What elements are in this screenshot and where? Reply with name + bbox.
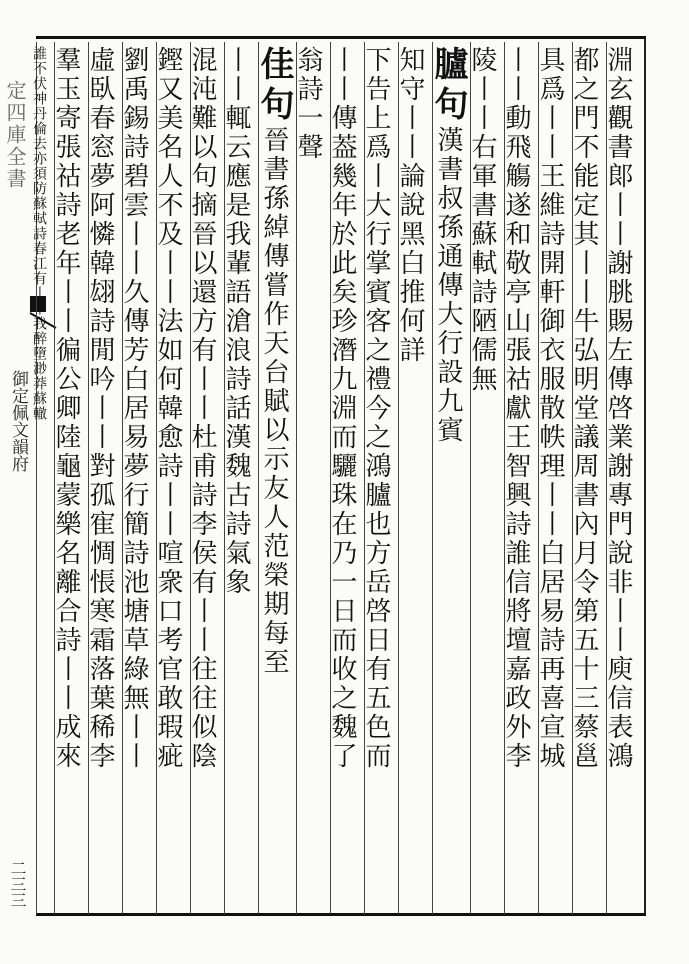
column-text: 誰不伏神丹倫去亦須防蘇軾詩春江有丨丨我醉墮渺莽蘇轍	[31, 46, 47, 421]
text-column-4	[501, 42, 538, 914]
text-column-18	[31, 42, 54, 914]
column-text: 漢書叔孫通傳大行設九賓	[433, 126, 463, 445]
column-text: 丨丨動飛觴遂和敬亭山張祜獻王智興詩誰信將壇嘉政外李	[501, 46, 531, 771]
column-text: 丨丨傳葢幾年於此矣珍潛九淵而驪珠在乃一日而收之魏了	[327, 46, 357, 771]
text-column-9	[327, 42, 364, 914]
text-column-12	[221, 42, 258, 914]
column-text: 下告上爲丨大行掌賓客之禮今之鴻臚也方岳啓日有五色而	[361, 46, 391, 771]
page-number: 二三三	[8, 860, 27, 908]
column-text: 知守丨丨論說黑白推何詳	[395, 46, 425, 365]
column-text: 虛臥春窓夢阿憐韓翃詩閒吟丨丨對孤寉惆悵寒霜落葉稀李	[85, 46, 115, 771]
book-title: 御定佩文韻府	[8, 370, 28, 472]
text-column-7	[395, 42, 432, 914]
text-column-2	[569, 42, 606, 914]
text-column-15	[119, 42, 156, 914]
text-column-8	[361, 42, 398, 914]
book-series-title: 定四庫全書	[3, 80, 27, 190]
column-text: 混沌難以句摘晉以還方有丨丨杜甫詩李侯有丨丨往往似陰	[187, 46, 217, 771]
text-column-6	[428, 42, 470, 914]
column-text: 淵玄觀書郞丨丨謝朓賜左傳啓業謝專門說非丨丨庾信表鴻	[603, 46, 633, 771]
text-column-14	[153, 42, 190, 914]
column-text: 鏗又美名人不及丨丨法如何韓愈詩丨丨喧衆口考官敢瑕疵	[153, 46, 183, 771]
text-column-16	[85, 42, 122, 914]
text-column-3	[535, 42, 572, 914]
column-text: 翁詩一聲	[293, 46, 323, 162]
headword: 佳句	[254, 46, 294, 126]
column-text: 晉書孫綽傳嘗作天台賦以示友人范榮期每至	[259, 126, 289, 677]
text-column-11	[254, 42, 296, 914]
column-text: 陵丨丨右軍書蘇軾詩陋儒無	[467, 46, 497, 394]
column-text: 劉禹錫詩碧雲丨丨久傳芳白居易夢行簡詩池塘草綠無丨丨	[119, 46, 149, 771]
text-column-5	[467, 42, 504, 914]
text-column-17	[51, 42, 88, 914]
headword: 臚句	[428, 46, 468, 126]
text-column-1	[603, 42, 640, 914]
column-text: 羣玉寄張祜詩老年丨丨徧公卿陸龜蒙樂名離合詩丨丨成來	[51, 46, 81, 771]
text-column-13	[187, 42, 224, 914]
column-text: 具爲丨丨王維詩開軒御衣服散帙理丨丨白居易詩再喜宣城	[535, 46, 565, 771]
column-text: 丨丨輒云應是我輩語滄浪詩話漢魏古詩氣象	[221, 46, 251, 597]
text-column-10	[293, 42, 330, 914]
frame-top-border	[36, 36, 646, 39]
column-text: 都之門不能定其丨丨牛弘明堂議周書內月令第五十三蔡邕	[569, 46, 599, 771]
